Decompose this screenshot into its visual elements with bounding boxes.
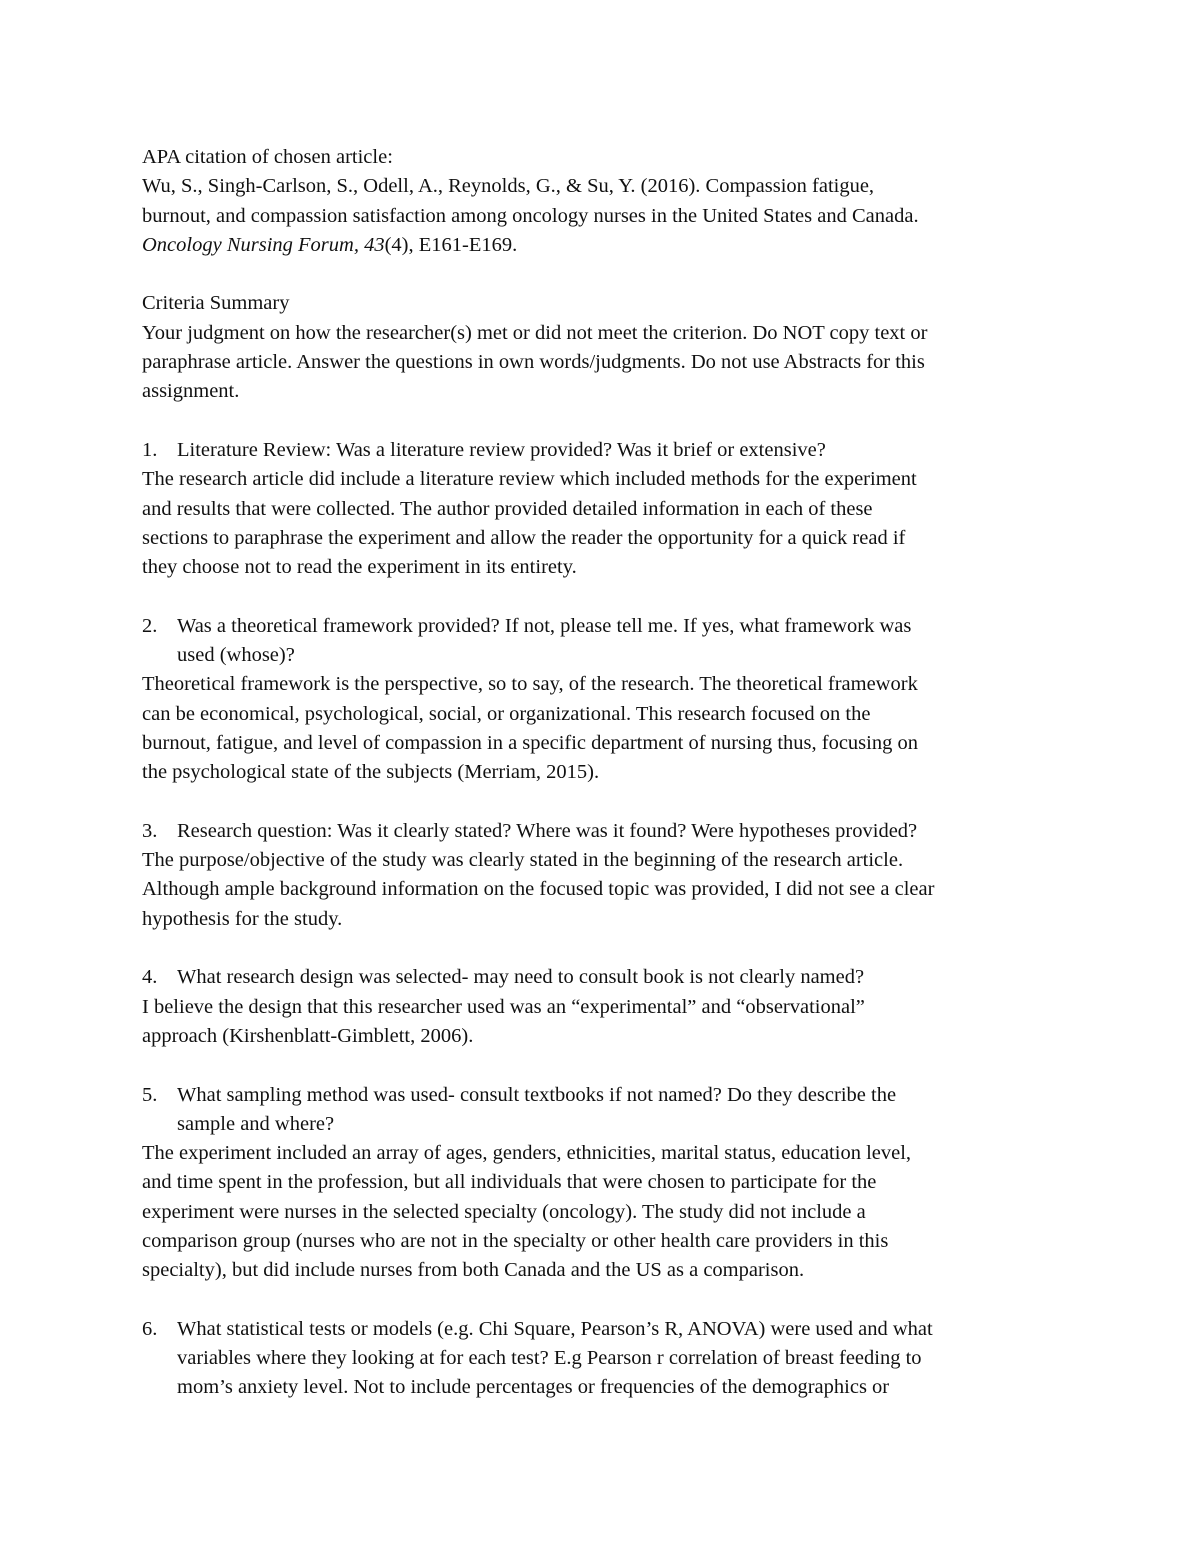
question-number: 4. xyxy=(142,966,158,989)
answer-line: The research article did include a literature review which included methods for the experiment xyxy=(142,468,917,491)
spacer xyxy=(142,407,1072,436)
spacer xyxy=(142,1051,1072,1080)
answer-line: Theoretical framework is the perspective, so to say, of the research. The theoretical framework xyxy=(142,673,918,696)
answer-line: The purpose/objective of the study was clearly stated in the beginning of the research article. xyxy=(142,849,904,872)
question-text-line: variables where they looking at for each test? E.g Pearson r correlation of breast feeding to xyxy=(177,1347,922,1370)
answer-line: they choose not to read the experiment in its entirety. xyxy=(142,556,577,579)
question-text-line: Literature Review: Was a literature review provided? Was it brief or extensive? xyxy=(177,438,826,461)
answer-line: sections to paraphrase the experiment and allow the reader the opportunity for a quick read if xyxy=(142,526,906,549)
answer-line: The experiment included an array of ages, genders, ethnicities, marital status, education level, xyxy=(142,1142,912,1165)
question-number: 5. xyxy=(142,1083,158,1106)
document-page xyxy=(142,143,1072,1403)
citation-line-1: Wu, S., Singh-Carlson, S., Odell, A., Reynolds, G., & Su, Y. (2016). Compassion fatigue, xyxy=(142,175,875,198)
answer-line: the psychological state of the subjects (Merriam, 2015). xyxy=(142,761,600,784)
answer-5 xyxy=(142,1139,1072,1285)
question-text-line: What sampling method was used- consult textbooks if not named? Do they describe the xyxy=(177,1083,897,1106)
answer-4 xyxy=(142,993,1072,1052)
question-number: 3. xyxy=(142,819,158,842)
answer-line: Although ample background information on the focused topic was provided, I did not see a clear xyxy=(142,878,935,901)
question-1 xyxy=(142,436,1072,465)
answer-3 xyxy=(142,846,1072,934)
spacer xyxy=(142,582,1072,611)
spacer xyxy=(142,934,1072,963)
question-number: 6. xyxy=(142,1317,158,1340)
question-text-line: Was a theoretical framework provided? If not, please tell me. If yes, what framework was xyxy=(177,614,912,637)
criteria-instruction-line: paraphrase article. Answer the questions in own words/judgments. Do not use Abstracts for this xyxy=(142,351,925,374)
spacer xyxy=(142,1286,1072,1315)
question-text-line: mom’s anxiety level. Not to include percentages or frequencies of the demographics or xyxy=(177,1376,890,1399)
answer-line: hypothesis for the study. xyxy=(142,907,343,930)
citation-issue-pages: (4), E161-E169. xyxy=(384,233,518,256)
citation-heading: APA citation of chosen article: xyxy=(142,146,393,168)
answer-line: can be economical, psychological, social, or organizational. This research focused on the xyxy=(142,702,871,725)
criteria-instruction-line: Your judgment on how the researcher(s) met or did not meet the criterion. Do NOT copy text or xyxy=(142,321,928,344)
citation-line-2: burnout, and compassion satisfaction among oncology nurses in the United States and Canada. xyxy=(142,204,919,227)
question-text-line: What statistical tests or models (e.g. Chi Square, Pearson’s R, ANOVA) were used and what xyxy=(177,1317,933,1340)
question-text-line: sample and where? xyxy=(177,1112,335,1135)
question-6 xyxy=(142,1315,1072,1403)
question-text-line: What research design was selected- may need to consult book is not clearly named? xyxy=(177,966,865,989)
question-5 xyxy=(142,1081,1072,1140)
question-number: 1. xyxy=(142,438,158,461)
question-4 xyxy=(142,963,1072,992)
answer-line: experiment were nurses in the selected specialty (oncology). The study did not include a xyxy=(142,1200,866,1223)
answer-1 xyxy=(142,465,1072,582)
question-2 xyxy=(142,612,1072,671)
answer-line: approach (Kirshenblatt-Gimblett, 2006). xyxy=(142,1024,474,1047)
answer-line: and results that were collected. The author provided detailed information in each of these xyxy=(142,497,873,520)
answer-line: I believe the design that this researcher used was an “experimental” and “observational” xyxy=(142,995,865,1018)
spacer xyxy=(142,788,1072,817)
answer-line: and time spent in the profession, but all individuals that were chosen to participate for the xyxy=(142,1171,877,1194)
spacer xyxy=(142,260,1072,289)
question-3 xyxy=(142,817,1072,846)
question-text-line: Research question: Was it clearly stated? Where was it found? Were hypotheses provided? xyxy=(177,819,918,842)
criteria-heading: Criteria Summary xyxy=(142,292,290,315)
question-text-line: used (whose)? xyxy=(177,644,295,667)
answer-2 xyxy=(142,670,1072,787)
citation-journal: Oncology Nursing Forum, 43 xyxy=(142,233,385,256)
question-number: 2. xyxy=(142,614,158,637)
criteria-instruction-line: assignment. xyxy=(142,380,240,403)
answer-line: comparison group (nurses who are not in the specialty or other health care providers in this xyxy=(142,1229,889,1252)
citation-line-3 xyxy=(142,231,1072,260)
answer-line: specialty), but did include nurses from both Canada and the US as a comparison. xyxy=(142,1259,805,1282)
answer-line: burnout, fatigue, and level of compassion in a specific department of nursing thus, focusing on xyxy=(142,731,918,754)
